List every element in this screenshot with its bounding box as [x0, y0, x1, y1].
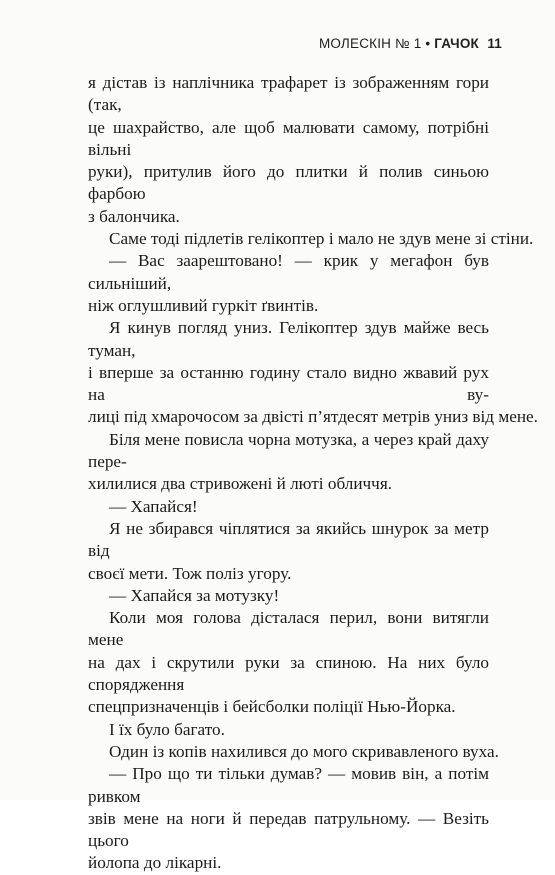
paragraph	[88, 585, 489, 607]
book-title: МОЛЕСКІН № 1	[318, 36, 422, 51]
text-line: руки), притулив його до плитки й полив синьою фарбою	[88, 162, 489, 204]
text-line: — Хапайся за мотузку!	[109, 585, 280, 605]
text-line: Коли моя голова дісталася перил, вони витягли мене	[88, 608, 489, 650]
text-line: — Про що ти тільки думав? — мовив він, а потім ривком	[88, 764, 489, 806]
text-line: і вперше за останню годину стало видно жвавий рух на ву-	[88, 362, 489, 405]
running-title	[319, 36, 479, 51]
paragraph	[88, 518, 489, 585]
running-header	[0, 36, 555, 56]
chapter-title: ГАЧОК	[434, 36, 479, 51]
paragraph	[88, 228, 534, 250]
header-separator: •	[425, 36, 431, 51]
text-line: хилилися два стривожені й люті обличчя.	[88, 474, 393, 494]
text-line: Я не збирався чіплятися за якийсь шнурок за метр від	[88, 518, 489, 561]
text-line: Біля мене повисла чорна мотузка, а через край даху пере-	[88, 429, 489, 472]
page-number: 11	[487, 36, 502, 51]
paragraph	[88, 741, 499, 763]
text-line: на дах і скрутили руки за спиною. На них було спорядження	[88, 652, 489, 695]
paragraph	[88, 719, 489, 741]
paragraph	[88, 607, 489, 718]
text-line: спецпризначенців і бейсболки поліції Нью-Йорка.	[88, 697, 456, 717]
paragraph	[88, 496, 489, 518]
paragraph	[88, 72, 489, 228]
text-line: Один із копів нахилився до мого скривавленого вуха.	[109, 741, 499, 761]
paragraph	[88, 317, 538, 428]
text-line: ніж оглушливий гуркіт ґвинтів.	[88, 295, 319, 315]
paragraph	[88, 250, 489, 317]
text-line: своєї мети. Тож поліз угору.	[88, 563, 292, 583]
text-line: я дістав із наплічника трафарет із зображенням гори (так,	[88, 73, 489, 115]
text-line: це шахрайство, але щоб малювати самому, потрібні вільні	[88, 117, 489, 159]
text-line: з балончика.	[88, 206, 180, 226]
text-line: Я кинув погляд униз. Гелікоптер здув майже весь туман,	[88, 318, 489, 360]
paragraph	[88, 763, 489, 874]
paragraph	[88, 429, 489, 496]
text-line: Саме тоді підлетів гелікоптер і мало не здув мене зі стіни.	[109, 229, 534, 249]
text-line: — Хапайся!	[109, 496, 198, 516]
body-text	[88, 72, 538, 875]
text-line: — Вас заарештовано! — крик у мегафон був сильніший,	[88, 251, 489, 293]
text-line: лиці під хмарочосом за двісті п’ятдесят метрів униз від мене.	[88, 407, 538, 427]
text-line: йолопа до лікарні.	[88, 853, 222, 873]
text-line: звів мене на ноги й передав патрульному. — Везіть цього	[88, 808, 489, 851]
text-line: І їх було багато.	[109, 719, 225, 739]
